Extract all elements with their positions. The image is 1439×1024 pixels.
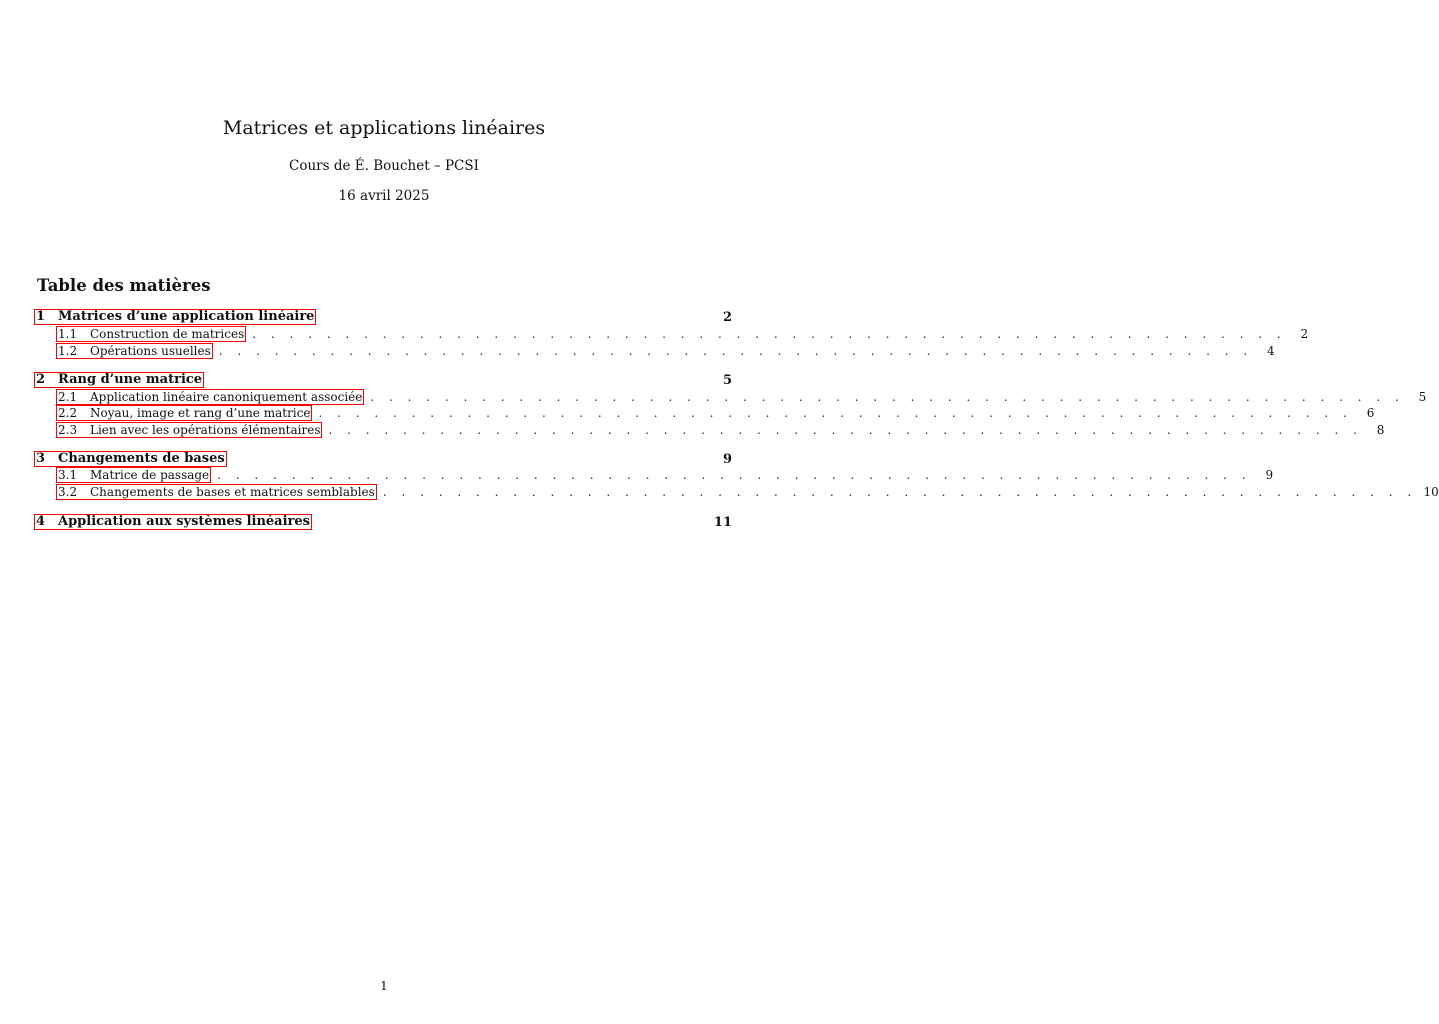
toc-subsection-1-2 [56, 343, 1275, 359]
toc-page-ref: 4 [1267, 344, 1275, 358]
toc-section-number: 1 [36, 309, 46, 324]
toc-subsection-number: 1.1 [58, 327, 78, 341]
toc-link-section-3[interactable] [34, 451, 227, 467]
document-author: Cours de É. Bouchet – PCSI [289, 158, 479, 174]
toc-page-ref: 9 [722, 451, 732, 467]
toc-subsection-label: Application linéaire canoniquement associée [90, 390, 363, 404]
toc-subsection-label: Opérations usuelles [90, 344, 211, 358]
toc-subsection-number: 2.2 [58, 406, 78, 420]
toc-leader-dots: . . . . . . . . . . . . . . . . . . . . . . . . . . . . . . . . . . . . . . . . . . . . . . . . . . . . . . . . [328, 423, 1363, 437]
toc-page-ref: 5 [722, 372, 732, 388]
toc-subsection-number: 3.2 [58, 485, 78, 499]
toc-page-ref: 5 [1418, 390, 1427, 404]
toc-section-number: 4 [36, 514, 46, 529]
toc-section-number: 3 [36, 451, 46, 466]
toc-link-subsection-1-1[interactable] [56, 326, 246, 342]
toc-page-ref: 2 [722, 309, 732, 325]
toc-link-subsection-2-3[interactable] [56, 422, 322, 438]
toc-subsection-2-2 [56, 405, 1375, 421]
toc-leader-dots: . . . . . . . . . . . . . . . . . . . . . . . . . . . . . . . . . . . . . . . . . . . . . . . . . . . . . . . . [370, 390, 1405, 404]
toc-subsection-3-2 [56, 484, 1439, 500]
toc-link-section-4[interactable] [34, 514, 312, 530]
document-date: 16 avril 2025 [338, 188, 430, 204]
toc-subsection-number: 2.1 [58, 390, 78, 404]
toc-subsection-2-1 [56, 389, 1427, 405]
toc-link-subsection-1-2[interactable] [56, 343, 213, 359]
document-title: Matrices et applications linéaires [222, 117, 546, 139]
toc-section-label: Application aux systèmes linéaires [58, 514, 310, 529]
toc-page-ref: 11 [713, 514, 732, 530]
toc-subsection-label: Changements de bases et matrices semblables [90, 485, 375, 499]
toc-leader-dots: . . . . . . . . . . . . . . . . . . . . . . . . . . . . . . . . . . . . . . . . . . . . . . . . . . . . . . . . [382, 485, 1417, 499]
toc-subsection-label: Lien avec les opérations élémentaires [90, 423, 321, 437]
toc-subsection-number: 3.1 [58, 468, 78, 482]
toc-leader-dots: . . . . . . . . . . . . . . . . . . . . . . . . . . . . . . . . . . . . . . . . . . . . . . . . . . . . . . . . [217, 468, 1252, 482]
toc-page-ref: 9 [1265, 468, 1274, 482]
toc-heading: Table des matières [37, 276, 211, 295]
toc-section-1 [34, 309, 732, 325]
toc-subsection-number: 2.3 [58, 423, 78, 437]
toc-section-label: Matrices d’une application linéaire [58, 309, 315, 324]
toc-page-ref: 2 [1300, 327, 1309, 341]
toc-page-ref: 6 [1366, 406, 1375, 420]
toc-section-3 [34, 451, 732, 467]
toc-section-label: Changements de bases [58, 451, 225, 466]
toc-section-number: 2 [36, 372, 46, 387]
toc-section-2 [34, 372, 732, 388]
toc-subsection-1-1 [56, 326, 1309, 342]
toc-link-subsection-2-2[interactable] [56, 405, 312, 421]
toc-link-section-1[interactable] [34, 309, 316, 325]
toc-page-ref: 8 [1376, 423, 1385, 437]
toc-page-ref: 10 [1423, 485, 1439, 499]
toc-link-subsection-3-1[interactable] [56, 467, 211, 483]
page-number: 1 [380, 979, 388, 993]
toc-subsection-label: Construction de matrices [90, 327, 245, 341]
toc-link-subsection-2-1[interactable] [56, 389, 364, 405]
toc-leader-dots: . . . . . . . . . . . . . . . . . . . . . . . . . . . . . . . . . . . . . . . . . . . . . . . . . . . . . . . . [318, 406, 1353, 420]
toc-leader-dots: . . . . . . . . . . . . . . . . . . . . . . . . . . . . . . . . . . . . . . . . . . . . . . . . . . . . . . . . [252, 327, 1287, 341]
toc-subsection-label: Noyau, image et rang d’une matrice [90, 406, 311, 420]
toc-subsection-number: 1.2 [58, 344, 78, 358]
toc-link-subsection-3-2[interactable] [56, 484, 377, 500]
toc-section-4 [34, 514, 732, 530]
toc-leader-dots: . . . . . . . . . . . . . . . . . . . . . . . . . . . . . . . . . . . . . . . . . . . . . . . . . . . . . . . . [218, 344, 1253, 358]
toc-link-section-2[interactable] [34, 372, 204, 388]
toc-subsection-3-1 [56, 467, 1274, 483]
toc-subsection-2-3 [56, 422, 1385, 438]
toc-subsection-label: Matrice de passage [90, 468, 210, 482]
toc-section-label: Rang d’une matrice [58, 372, 203, 387]
